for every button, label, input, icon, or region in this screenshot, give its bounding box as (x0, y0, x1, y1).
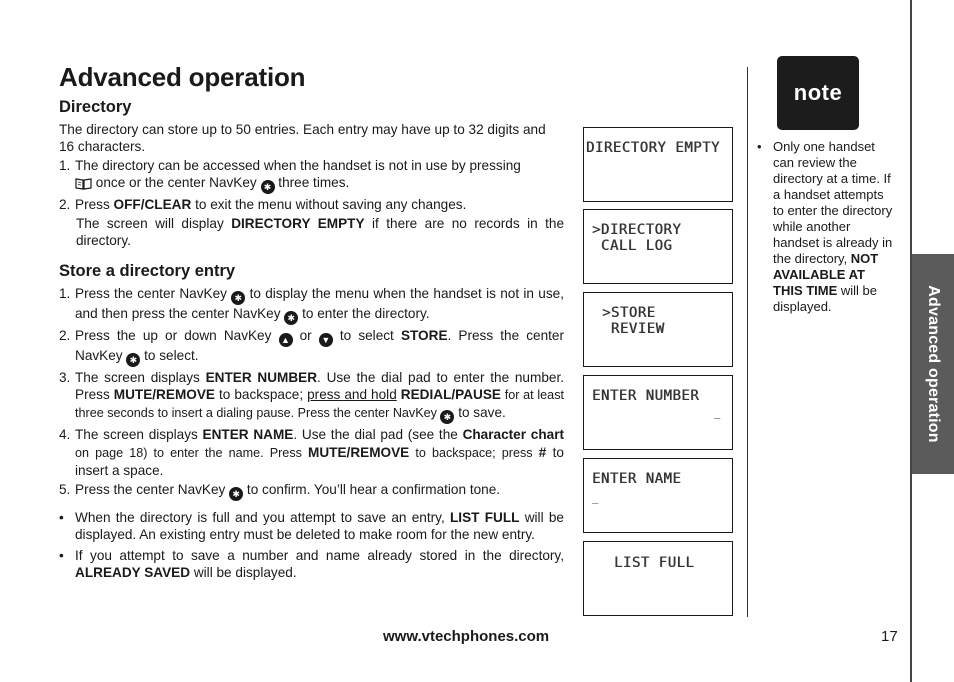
navkey-down-icon: ▼ (319, 333, 333, 347)
note-badge: note (777, 56, 859, 130)
store-heading: Store a directory entry (59, 262, 236, 280)
lcd-directory-menu: >DIRECTORY CALL LOG (583, 209, 733, 284)
main-column (59, 97, 564, 585)
navkey-center-icon: ✱ (440, 410, 454, 424)
directory-step-2: 2. Press OFF/CLEAR to exit the menu without saving any changes. (59, 197, 467, 212)
store-bullet-list-full: • When the directory is full and you attempt to save an entry, LIST FULL will be displayed. An existing entry must be deleted to make room for the new entry. (59, 510, 564, 542)
directory-step-2-note: The screen will display DIRECTORY EMPTY if there are no records in the directory. (76, 216, 565, 248)
store-bullet-already-saved: • If you attempt to save a number and name already stored in the directory, ALREADY SAVED will be displayed. (59, 548, 564, 580)
store-step-3: 3. The screen displays ENTER NUMBER. Use the dial pad to enter the number. Press MUTE/REMOVE to backspace; press and hold REDIAL/PAUSE for at least three seconds to insert a dialing pause. Press the center NavKey ✱ to save. (59, 370, 564, 422)
store-step-1: 1. Press the center NavKey ✱ to display the menu when the handset is not in use, and then press the center NavKey ✱ to enter the directory. (59, 286, 564, 323)
store-step-4: 4. The screen displays ENTER NAME. Use the dial pad (see the Character chart on page 18) to enter the name. Press MUTE/REMOVE to backspace; press # to insert a space. (59, 427, 565, 478)
footer-url: www.vtechphones.com (383, 628, 550, 645)
side-section-tab: Advanced operation (912, 254, 954, 474)
navkey-center-icon: ✱ (229, 487, 243, 501)
directory-heading: Directory (59, 98, 132, 116)
store-step-2: 2. Press the up or down NavKey ▲ or ▼ to select STORE. Press the center NavKey ✱ to select. (59, 328, 565, 365)
page-number: 17 (881, 628, 898, 645)
lcd-directory-empty: DIRECTORY EMPTY (583, 127, 733, 202)
directory-intro: The directory can store up to 50 entries. Each entry may have up to 32 digits and 16 characters. (59, 122, 546, 154)
navkey-center-icon: ✱ (231, 291, 245, 305)
navkey-center-icon: ✱ (261, 180, 275, 194)
directory-book-icon (75, 177, 92, 190)
navkey-center-icon: ✱ (126, 353, 140, 367)
column-divider (747, 67, 748, 617)
lcd-list-full: LIST FULL (583, 541, 733, 616)
note-text: • Only one handset can review the directory at a time. If a handset attempts to enter the directory while another handset is already in the directory, NOT AVAILABLE AT THIS TIME will be displayed. (757, 139, 893, 314)
lcd-enter-number: ENTER NUMBER _ (583, 375, 733, 450)
lcd-enter-name: ENTER NAME _ (583, 458, 733, 533)
lcd-store-menu: >STORE REVIEW (583, 292, 733, 367)
page-title: Advanced operation (59, 62, 306, 92)
navkey-center-icon: ✱ (284, 311, 298, 325)
store-step-5: 5. Press the center NavKey ✱ to confirm. You’ll hear a confirmation tone. (59, 482, 501, 499)
directory-step-1: 1. The directory can be accessed when the handset is not in use by pressing once or the center NavKey ✱ three times. (59, 158, 521, 192)
navkey-up-icon: ▲ (279, 333, 293, 347)
